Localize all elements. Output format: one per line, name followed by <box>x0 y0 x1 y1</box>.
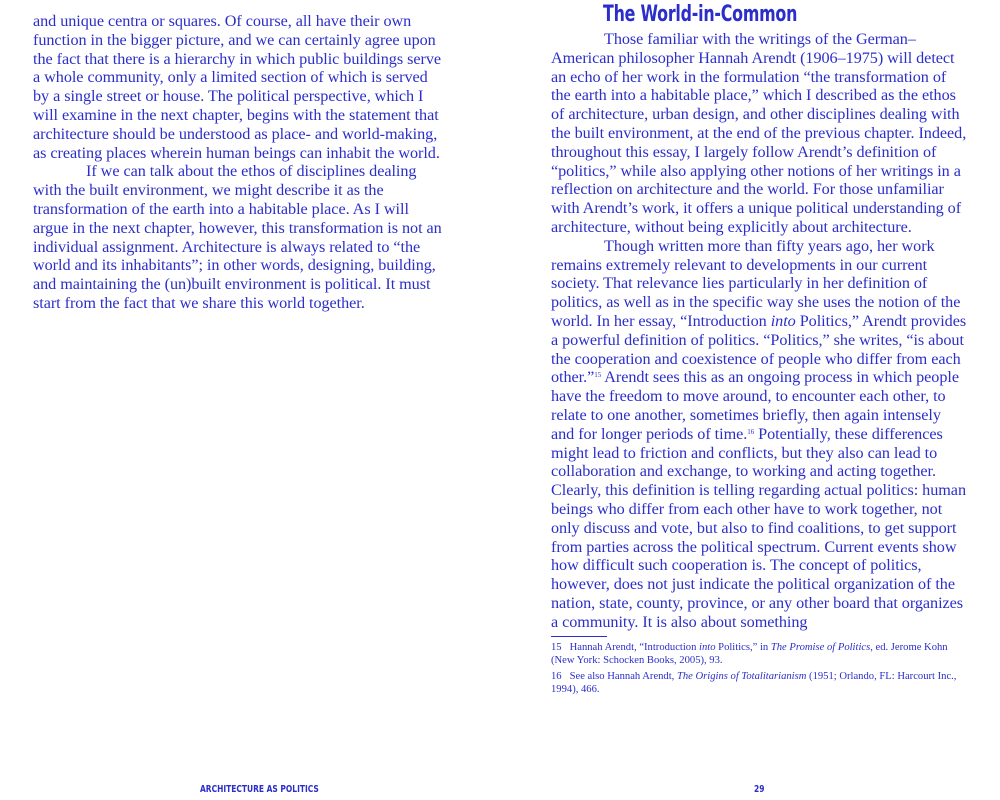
running-foot: ARCHITECTURE AS POLITICS <box>200 784 319 795</box>
footnote-rule <box>551 636 607 637</box>
right-paragraph-1: Those familiar with the writings of the German–American philosopher Hannah Arendt (1906–1975) will detect an echo of her work in the formulation “the transformation of the earth into a habitable place,” which I described as the ethos of architecture, urban design, and other disciplines dealing with the built environment, at the end of the previous chapter. Indeed, throughout this essay, I largely follow Arendt’s definition of “politics,” while also applying other notions of her writings in a reflection on architecture and the world. For those unfamiliar with Arendt’s work, it offers a unique political understanding of architecture, without being explicitly about architecture. <box>551 30 967 236</box>
footnote-15: 15 Hannah Arendt, “Introduction into Politics,” in The Promise of Politics, ed. Jerome Kohn (New York: Schocken Books, 2005), 93. <box>551 641 948 666</box>
left-paragraph-2: If we can talk about the ethos of disciplines dealing with the built environment, we might describe it as the transformation of the earth into a habitable place. As I will argue in the next chapter, however, this transformation is not an individual assignment. Architecture is always related to “the world and its inhabitants”; in other words, designing, building, and maintaining the (un)built environment is political. It must start from the fact that we share this world together. <box>33 162 442 312</box>
footnote-ref-16[interactable]: 16 <box>747 427 755 436</box>
right-paragraph-2: Though written more than fifty years ago, her work remains extremely relevant to developments in our current society. That relevance lies particularly in her definition of politics, as well as in the specific way she uses the notion of the world. In her essay, “Introduction into Politics,” Arendt provides a powerful definition of politics. “Politics,” she writes, “is about the cooperation and coexistence of people who differ from each other.”$^{15}$ Arendt sees this as an ongoing process in which people have the freedom to move around, to encounter each other, to relate to one another, sometimes briefly, then again intensely and for longer periods of time.$^{16}$ Potentially, these differences might lead to friction and conflicts, but they also can lead to collaboration and exchange, to working and acting together. Clearly, this definition is telling regarding actual politics: human beings who differ from each other have to work together, not only discuss and vote, but also to find coalitions, to get support from parties across the political spectrum. Current events show how difficult such cooperation is. The concept of politics, however, does not just indicate the political organization of the nation, state, county, province, or any other board that organizes a community. It is also about something <box>551 236 967 631</box>
footnote-ref-15[interactable]: 15 <box>594 371 602 380</box>
section-heading: The World-in-Common <box>603 2 798 27</box>
left-page <box>33 0 443 800</box>
left-paragraph-1: and unique centra or squares. Of course, all have their own function in the bigger picture, and we can certainly agree upon the fact that there is a hierarchy in which public buildings serve a whole community, only a limited section of which is served by a single street or house. The political perspective, which I will examine in the next chapter, begins with the statement that architecture should be understood as place- and world-making, as creating places wherein human beings can inhabit the world. <box>33 12 441 162</box>
right-page <box>551 0 968 800</box>
page-number: 29 <box>754 784 765 795</box>
footnote-16: 16 See also Hannah Arendt, The Origins of Totalitarianism (1951; Orlando, FL: Harcourt Inc., 1994), 466. <box>551 670 957 696</box>
